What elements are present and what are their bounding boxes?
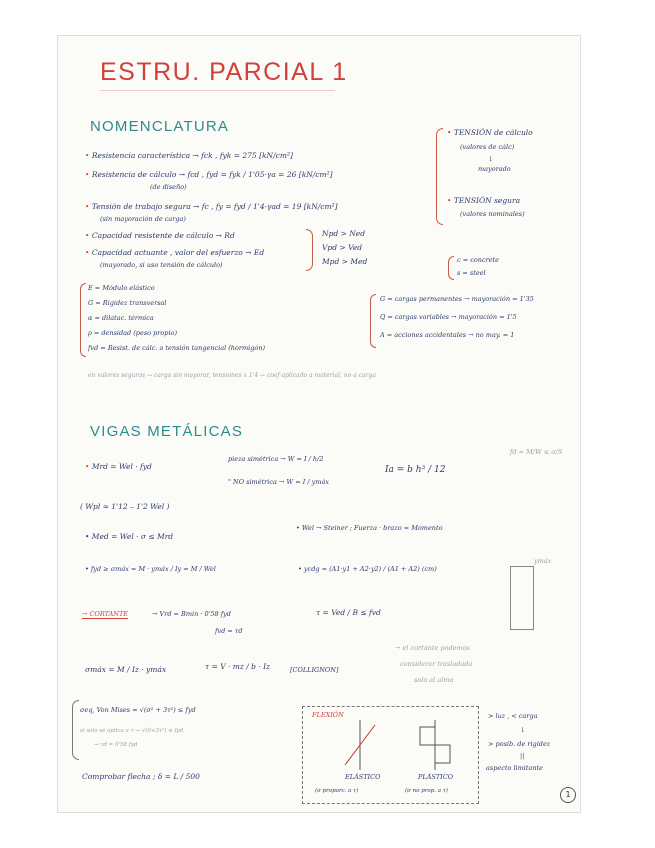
symbols-brace bbox=[80, 283, 86, 357]
item-resistencia-caracteristica: • Resistencia característica → fck , fyk = 275 [kN/cm²] bbox=[85, 151, 293, 160]
vm-note-1: si solo se aplica a τ → √(0+3τ²) ≤ fyd bbox=[80, 728, 184, 734]
symbol-e: E = Módulo elástico bbox=[88, 284, 155, 292]
loads-brace bbox=[370, 294, 376, 348]
materials-brace bbox=[448, 256, 454, 280]
material-concrete: c = concrete bbox=[457, 256, 500, 264]
right-note-4: || bbox=[520, 752, 525, 760]
comparison-npd: Npd > Ned bbox=[322, 229, 366, 238]
tension-segura-sub: (valores nominales) bbox=[460, 210, 525, 218]
item-resistencia-calculo: • Resistencia de cálculo → fcd , fyd = fyk / 1'05·γa = 26 [kN/cm²] bbox=[85, 170, 333, 179]
arrow-down: ↓ bbox=[488, 155, 494, 163]
vm-note-2: → τd = 0'58 fyd bbox=[94, 742, 138, 748]
right-note-3: > posib. de rigidez bbox=[488, 740, 551, 748]
hand-note-2: considerar trasladada bbox=[400, 660, 473, 668]
collignon-label: [COLLIGNON] bbox=[290, 666, 339, 674]
right-note-5: aspecto limitante bbox=[486, 764, 543, 772]
section-heading-vigas: VIGAS METÁLICAS bbox=[90, 423, 244, 440]
eq-tau-collignon: τ = V · mz / b · Iz bbox=[205, 662, 270, 671]
eq-med: • Med = Wel · σ ≤ Mrd bbox=[85, 532, 174, 541]
tension-calculo-sub: (valores de cálc) bbox=[460, 143, 515, 151]
tension-segura: • TENSIÓN segura bbox=[447, 196, 521, 205]
item-capacidad-resistente: • Capacidad resistente de cálculo → Rd bbox=[85, 231, 235, 240]
load-a: A = acciones accidentales → no may. = 1 bbox=[380, 331, 515, 339]
item-capacidad-actuante: • Capacidad actuante , valor del esfuerzo → Ed bbox=[85, 248, 265, 257]
symbol-rho: ρ = densidad (peso propio) bbox=[88, 329, 178, 337]
eq-fd: fd = M/W ≤ σ/S bbox=[510, 448, 563, 456]
note-valores-seguros: en valores seguros → carga sin mayorar, tensiones x 1'4 → coef aplicado a material, no a carga bbox=[88, 372, 376, 379]
comparison-vpd: Vpd > Ved bbox=[322, 243, 363, 252]
symbol-alpha: α = dilatac. térmica bbox=[88, 314, 154, 322]
eq-sigma-max: σmáx = M / Iz · ymáx bbox=[85, 665, 167, 674]
ymax-label: ymáx bbox=[534, 557, 552, 565]
hand-note-1: → el cortante podemos bbox=[395, 644, 470, 652]
right-note-1: > luz , < carga bbox=[488, 712, 538, 720]
page-number: 1 bbox=[560, 787, 576, 803]
stress-diagrams bbox=[330, 715, 470, 775]
symbol-g: G = Rigidez transversal bbox=[88, 299, 167, 307]
flexion-label: FLEXIÓN bbox=[312, 711, 344, 719]
item-tension-trabajo: • Tensión de trabajo segura → fc , fy = fyd / 1'4·γad = 19 [kN/cm²] bbox=[85, 202, 338, 211]
item-mayorado: (mayorado, si uso tensión de cálculo) bbox=[100, 261, 223, 269]
eq-flecha: Comprobar flecha ; δ = L / 500 bbox=[82, 772, 200, 781]
load-g: G = cargas permanentes → mayoración = 1'35 bbox=[380, 295, 534, 303]
right-note-2: ↓ bbox=[520, 726, 526, 734]
mayorado-label: mayorado bbox=[478, 165, 511, 173]
section-heading-nomenclatura: NOMENCLATURA bbox=[90, 118, 230, 135]
section-sketch bbox=[510, 566, 534, 630]
elastico-sub: (σ proporc. a τ) bbox=[315, 788, 359, 794]
item-sin-mayoracion: (sin mayoración de carga) bbox=[100, 215, 186, 223]
tension-calculo: • TENSIÓN de cálculo bbox=[447, 128, 533, 137]
tension-brace bbox=[436, 128, 443, 225]
plastico-label: PLÁSTICO bbox=[418, 773, 454, 781]
eq-von-mises: σeq, Von Mises = √(σ² + 3τ²) ≤ fyd bbox=[80, 706, 196, 714]
item-de-diseno: (de diseño) bbox=[150, 183, 187, 191]
eq-no-simetrica: " NO simétrica → W = I / ymáx bbox=[228, 478, 329, 486]
eq-ycdg: • ycdg = (A1·y1 + A2·y2) / (A1 + A2) (cm) bbox=[298, 565, 437, 573]
hand-note-3: solo al alma bbox=[414, 676, 454, 684]
load-q: Q = cargas variables → mayoración = 1'5 bbox=[380, 313, 517, 321]
eq-wpl: ( Wpl ≃ 1'12 – 1'2 Wel ) bbox=[80, 502, 170, 511]
eq-wel: • Wel → Steiner ; Fuerza · brazo = Momento bbox=[296, 524, 443, 532]
material-steel: s = steel bbox=[457, 269, 486, 277]
von-mises-brace bbox=[72, 700, 79, 760]
eq-vrd: → Vrd = Bmin · 0'58 fyd bbox=[152, 610, 231, 618]
elastico-label: ELÁSTICO bbox=[345, 773, 381, 781]
title-underline bbox=[100, 90, 335, 91]
eq-mrd: • Mrd = Wel · fyd bbox=[85, 462, 152, 471]
page-title: ESTRU. PARCIAL 1 bbox=[100, 58, 348, 86]
eq-ia: Ia = b h³ / 12 bbox=[385, 465, 446, 475]
comparison-brace bbox=[306, 229, 313, 271]
plastico-sub: (σ no prop. a τ) bbox=[405, 788, 448, 794]
comparison-mpd: Mpd > Med bbox=[322, 257, 368, 266]
eq-fyd-sigma: • fyd ≥ σmáx = M · ymáx / Iy = M / Wel bbox=[85, 565, 216, 573]
eq-tau-v: τ = Ved / B ≤ fvd bbox=[316, 608, 381, 617]
eq-fvd: fvd = τd bbox=[215, 627, 243, 635]
eq-pieza-simetrica: pieza simétrica → W = I / h/2 bbox=[228, 455, 324, 463]
cortante-label: → CORTANTE bbox=[82, 610, 129, 618]
symbol-fvd: fvd = Resist. de cálc. a tensión tangencial (hormigón) bbox=[88, 344, 266, 352]
